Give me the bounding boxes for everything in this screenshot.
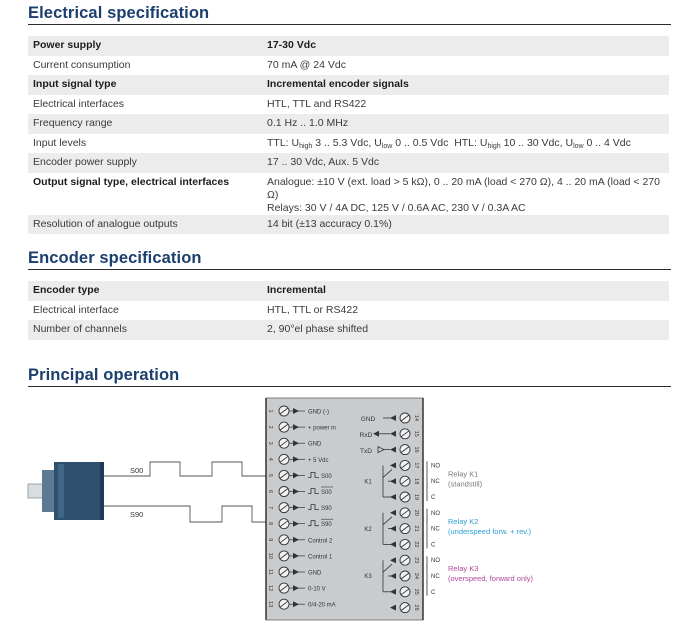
row-value: 0.1 Hz .. 1.0 MHz xyxy=(262,114,669,134)
row-label: Power supply xyxy=(28,36,262,56)
terminal-number: 17 xyxy=(413,462,419,469)
subscript-high: high xyxy=(299,142,313,150)
module-box xyxy=(266,398,423,620)
subscript-low: low xyxy=(573,142,584,150)
terminal-number: 25 xyxy=(413,588,419,595)
row-label: Electrical interface xyxy=(33,303,119,316)
contact-label: NO xyxy=(431,510,440,517)
row-value: 14 bit (±13 accuracy 0.1%) xyxy=(262,215,669,235)
encoder-spec-rule xyxy=(28,269,671,270)
terminal-number: 20 xyxy=(413,509,419,516)
relay-name: Relay K1 xyxy=(448,469,479,479)
relay-name: Relay K2 xyxy=(448,516,479,526)
rxd-label: RxD xyxy=(359,432,373,439)
relay-tag: K3 xyxy=(364,574,372,581)
terminal-number: 3 xyxy=(267,441,273,445)
contact-label: NC xyxy=(431,479,440,486)
row-value: HTL, TTL or RS422 xyxy=(267,303,359,316)
row-label: Encoder power supply xyxy=(28,153,262,173)
table-row xyxy=(28,134,669,154)
terminal-label: S00 xyxy=(321,490,332,496)
subscript-low: low xyxy=(381,142,393,150)
row-label: Input signal type xyxy=(28,75,262,95)
wiring-diagram xyxy=(0,392,685,629)
signal-s00-label: S00 xyxy=(130,466,144,475)
contact-label: C xyxy=(431,495,436,501)
row-label: Frequency range xyxy=(28,114,262,134)
electrical-spec-table xyxy=(28,36,669,234)
electrical-spec-title: Electrical specification xyxy=(28,4,210,22)
terminal-label: GND xyxy=(308,570,322,577)
encoder-icon xyxy=(28,462,104,520)
row-value-line: Relays: 30 V / 4A DC, 125 V / 0.6A AC, 230 V / 0.3A AC xyxy=(267,201,526,214)
row-label: Resolution of analogue outputs xyxy=(28,215,262,235)
table-row xyxy=(28,301,669,321)
terminal-label: + power in xyxy=(308,425,336,432)
relay-name: Relay K3 xyxy=(448,564,479,574)
relay-tag: K1 xyxy=(364,479,372,486)
contact-label: NO xyxy=(431,558,440,565)
txd-label: TxD xyxy=(360,448,372,455)
table-row xyxy=(28,173,669,215)
row-label: Current consumption xyxy=(33,58,131,71)
terminal-label: Control 2 xyxy=(308,538,333,545)
row-value-line: Analogue: ±10 V (ext. load > 5 kΩ), 0 .. 20 mA (load < 270 Ω), 4 .. 20 mA (load < 270 Ω) xyxy=(267,175,660,201)
terminal-number: 4 xyxy=(267,457,273,461)
terminal-label: 0-10 V xyxy=(308,586,326,593)
terminal-number: 7 xyxy=(267,506,273,510)
encoder-spec-table xyxy=(28,281,669,340)
row-value xyxy=(262,173,669,215)
terminal-label: GND (-) xyxy=(308,409,329,416)
terminal-number: 22 xyxy=(413,541,419,548)
htl-end: 0 .. 4 Vdc xyxy=(583,136,631,149)
ttl-end: 0 .. 0.5 Vdc xyxy=(392,136,449,149)
contact-label: NO xyxy=(431,463,440,470)
contact-label: C xyxy=(431,589,436,596)
contact-label: NC xyxy=(431,574,440,580)
terminal-number: 5 xyxy=(267,473,273,477)
encoder-spec-title: Encoder specification xyxy=(28,249,202,267)
terminal-label: Control 1 xyxy=(308,554,333,561)
row-value: 2, 90°el phase shifted xyxy=(262,320,669,340)
terminal-number: 2 xyxy=(267,425,273,429)
row-value: Incremental xyxy=(262,281,669,301)
row-value: Incremental encoder signals xyxy=(262,75,669,95)
terminal-number: 10 xyxy=(267,552,273,559)
terminal-number: 26 xyxy=(413,604,419,611)
table-row xyxy=(28,75,669,95)
terminal-number: 21 xyxy=(413,525,419,532)
row-label: Output signal type, electrical interfaces xyxy=(33,175,230,188)
signal-s90-label: S90 xyxy=(130,510,144,519)
ttl-mid: 3 .. 5.3 Vdc, U xyxy=(312,136,382,149)
terminal-number: 24 xyxy=(413,572,419,580)
table-row xyxy=(28,281,669,301)
subscript-high: high xyxy=(487,142,501,150)
right-gnd-label: GND xyxy=(360,416,376,423)
table-row xyxy=(28,56,669,76)
terminal-label: S90 xyxy=(321,506,332,513)
row-label: Number of channels xyxy=(28,320,262,340)
row-value: 17-30 Vdc xyxy=(262,36,669,56)
terminal-number: 19 xyxy=(413,493,419,501)
terminal-label: GND xyxy=(308,441,322,448)
terminal-number: 6 xyxy=(267,489,273,494)
row-value: HTL, TTL and RS422 xyxy=(267,97,367,110)
relay-tag: K2 xyxy=(364,526,372,533)
ttl-prefix: TTL: U xyxy=(267,136,300,149)
htl-prefix: HTL: U xyxy=(454,136,488,149)
row-label: Electrical interfaces xyxy=(33,97,125,110)
row-label: Input levels xyxy=(33,136,87,149)
row-value: 70 mA @ 24 Vdc xyxy=(267,58,346,71)
contact-label: NC xyxy=(431,526,440,533)
terminal-number: 23 xyxy=(413,557,419,564)
table-row xyxy=(28,36,669,56)
terminal-number: 18 xyxy=(413,478,419,485)
terminal-number: 1 xyxy=(267,409,273,413)
terminal-number: 16 xyxy=(413,446,419,453)
terminal-number: 9 xyxy=(267,538,273,542)
terminal-number: 12 xyxy=(267,585,273,592)
terminal-number: 14 xyxy=(413,414,419,422)
principal-operation-rule xyxy=(28,386,671,387)
table-row xyxy=(28,320,669,340)
terminal-label: + 5 Vdc xyxy=(308,457,329,464)
table-row xyxy=(28,114,669,134)
row-label: Encoder type xyxy=(28,281,262,301)
row-value xyxy=(262,134,669,154)
relay-description: (underspeed forw. + rev.) xyxy=(448,526,532,536)
terminal-number: 15 xyxy=(413,430,419,437)
row-value: 17 .. 30 Vdc, Aux. 5 Vdc xyxy=(262,153,669,173)
electrical-spec-rule xyxy=(28,24,671,25)
terminal-number: 8 xyxy=(267,522,273,526)
terminal-number: 11 xyxy=(267,569,273,575)
relay-description: (standstill) xyxy=(448,479,483,489)
table-row xyxy=(28,215,669,235)
terminal-label: S00 xyxy=(321,473,332,480)
terminal-number: 13 xyxy=(267,601,273,608)
terminal-label: S90 xyxy=(321,522,332,529)
relay-description: (overspeed, forward only) xyxy=(448,574,534,584)
table-row xyxy=(28,153,669,173)
table-row xyxy=(28,95,669,115)
principal-operation-title: Principal operation xyxy=(28,366,180,384)
htl-mid: 10 .. 30 Vdc, U xyxy=(500,136,574,149)
contact-label: C xyxy=(431,542,436,549)
terminal-label: 0/4-20 mA xyxy=(308,602,336,609)
